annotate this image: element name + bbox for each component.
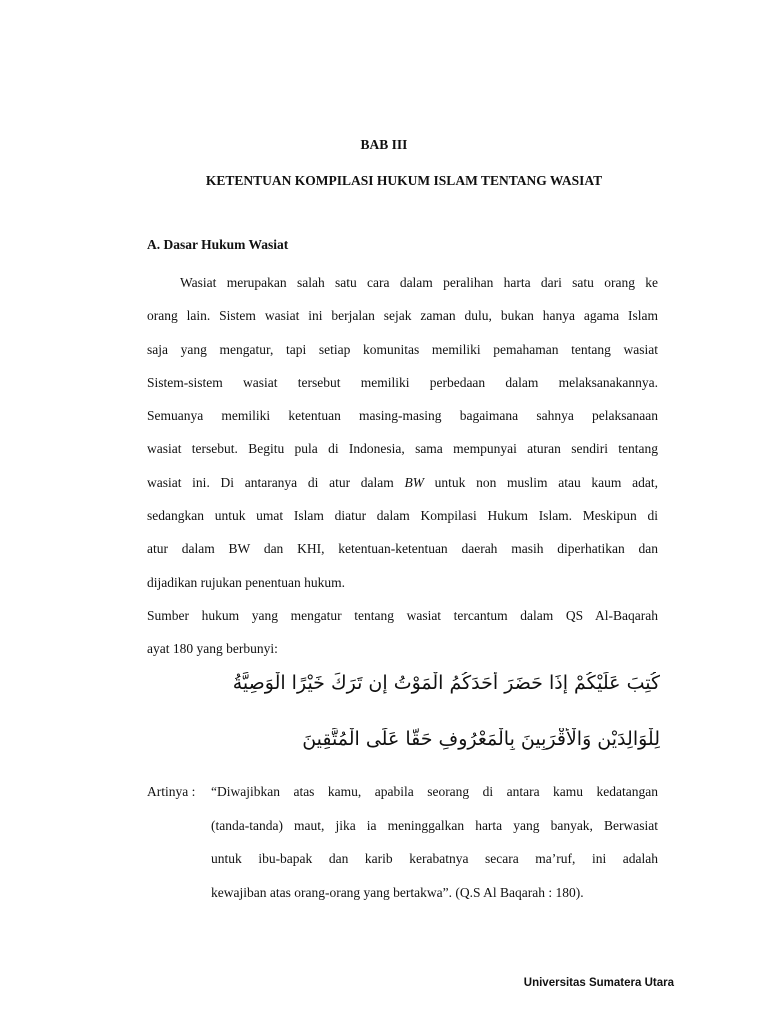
bw-italic: BW — [404, 474, 424, 490]
translation-text — [211, 775, 658, 909]
footer-university: Universitas Sumatera Utara — [523, 977, 674, 989]
paragraph-line-start: wasiat ini. Di antaranya di atur dalam — [147, 474, 405, 490]
body-paragraph — [147, 266, 658, 599]
paragraph-line: orang lain. Sistem wasiat ini berjalan sejak zaman dulu, bukan hanya agama Islam — [147, 308, 658, 324]
translation-line: untuk ibu-bapak dan karib kerabatnya secara ma’ruf, ini adalah — [211, 851, 658, 866]
paragraph-line: Semuanya memiliki ketentuan masing-masing bagaimana sahnya pelaksanaan — [147, 408, 658, 424]
paragraph-line: sedangkan untuk umat Islam diatur dalam Kompilasi Hukum Islam. Meskipun di — [147, 508, 658, 524]
paragraph-line: saja yang mengatur, tapi setiap komunitas memiliki pemahaman tentang wasiat — [147, 341, 658, 357]
paragraph-line: Wasiat merupakan salah satu cara dalam peralihan harta dari satu orang ke — [180, 275, 658, 290]
source-line: Sumber hukum yang mengatur tentang wasiat tercantum dalam QS Al-Baqarah — [147, 608, 658, 623]
chapter-number: BAB III — [360, 137, 408, 152]
paragraph-line: dijadikan rujukan penentuan hukum. — [147, 574, 345, 590]
translation-label: Artinya : — [147, 784, 196, 799]
section-heading: A. Dasar Hukum Wasiat — [147, 237, 289, 252]
chapter-title: KETENTUAN KOMPILASI HUKUM ISLAM TENTANG WASIAT — [205, 173, 603, 188]
arabic-verse-line-2: لِلْوَالِدَيْنِ وَالْأَقْرَبِينَ بِالْمَعْرُوفِ حَقًّا عَلَى الْمُتَّقِينَ — [302, 728, 660, 750]
paragraph-line — [147, 466, 658, 499]
paragraph-line: Sistem-sistem wasiat tersebut memiliki perbedaan dalam melaksanakannya. — [147, 374, 658, 390]
source-paragraph — [147, 599, 658, 665]
paragraph-line: atur dalam BW dan KHI, ketentuan-ketentuan daerah masih diperhatikan dan — [147, 541, 658, 557]
translation-line: kewajiban atas orang-orang yang bertakwa”. (Q.S Al Baqarah : 180). — [211, 884, 584, 900]
translation-line: (tanda-tanda) maut, jika ia meninggalkan harta yang banyak, Berwasiat — [211, 817, 658, 833]
translation-line: “Diwajibkan atas kamu, apabila seorang di antara kamu kedatangan — [211, 784, 658, 799]
paragraph-line-end: untuk non muslim atau kaum adat, — [423, 474, 658, 490]
arabic-verse-line-1: كُتِبَ عَلَيْكُمْ إِذَا حَضَرَ أَحَدَكُمُ الْمَوْتُ إِن تَرَكَ خَيْرًا الْوَصِيَّةُ — [232, 672, 660, 694]
source-line: ayat 180 yang berbunyi: — [147, 641, 278, 656]
paragraph-line: wasiat tersebut. Begitu pula di Indonesia, sama mempunyai aturan sendiri tentang — [147, 441, 658, 457]
